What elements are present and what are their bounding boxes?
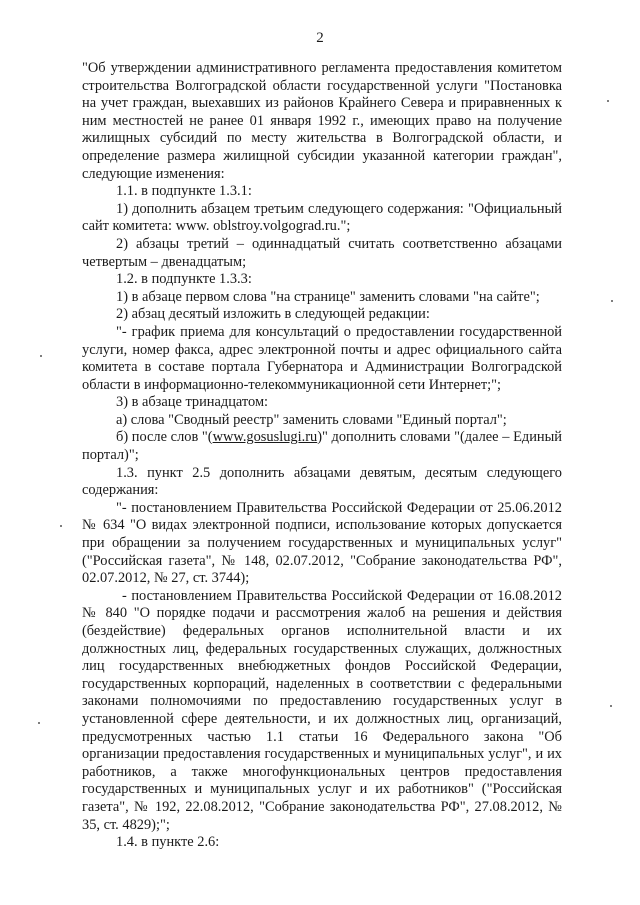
page-number: 2 [316,30,324,46]
paragraph-1-2-item-3-a: а) слова "Сводный реестр" заменить словами "Единый портал"; [116,411,507,428]
paragraph-preamble: "Об утверждении административного регламента предоставления комитетом строительства Волгоградской области государственной услуги "Постановка на учет граждан, выехавших из районов Крайнего Севера и приравненных к ним местностей не ранее 01 января 1992 г., имеющих право на получение жилищных субсидий по месту жительства в Волгоградской области, и определение размера жилищной субсидии указанной категории граждан", следующие изменения: [82,60,562,182]
document-body [82,60,562,852]
scan-speck [40,355,42,357]
text-before-link: б) после слов "( [116,429,213,446]
scan-speck [38,722,40,724]
paragraph-1-2: 1.2. в подпункте 1.3.3: [116,271,252,288]
paragraph-1-2-item-2-quote: "- график приема для консультаций о предоставлении государственной услуги, номер факса, адрес электронной почты и адрес официального сайта комитета в составе портала Губернатора и Администрации Волгоградской области в информационно-телекоммуникационной сети Интернет;"; [82,323,562,393]
scan-speck [610,705,612,707]
paragraph-1-1-item-1: 1) дополнить абзацем третьим следующего содержания: "Официальный сайт комитета: www. oblstroy.volgograd.ru."; [82,200,562,235]
gosuslugi-link[interactable]: www.gosuslugi.ru [212,429,318,446]
paragraph-1-2-item-3: 3) в абзаце тринадцатом: [116,394,269,411]
paragraph-1-3-item-2: - постановлением Правительства Российской Федерации от 16.08.2012 № 840 "О порядке подачи и рассмотрения жалоб на решения и действия (бездействие) федеральных органов исполнительной власти и их должностных лиц, федеральных государственных служащих, должностных лиц государственных внебюджетных фондов Российской Федерации, государственных корпораций, наделенных в соответствии с федеральными законами полномочиями по предоставлению государственных услуг в установленной сфере деятельности, и их должностных лиц, организаций, предусмотренных частью 1.1 статьи 16 Федерального закона "Об организации предоставления государственных и муниципальных услуг", и их работников, а также многофункциональных центров предоставления государственных и муниципальных услуг и их работников" ("Российская газета", № 192, 22.08.2012, "Собрание законодательства РФ", 27.08.2012, № 35, ст. 4829);"; [82,587,562,833]
paragraph-1-1-item-2: 2) абзацы третий – одиннадцатый считать соответственно абзацами четвертым – двенадцатым; [82,235,562,270]
text-after-link: )" дополнить словами "(далее – Единый портал)"; [82,429,562,464]
paragraph-1-2-item-3-b [82,429,562,464]
scan-speck [60,525,62,527]
paragraph-1-3: 1.3. пункт 2.5 дополнить абзацами девятым, десятым следующего содержания: [82,464,562,499]
paragraph-1-2-item-2: 2) абзац десятый изложить в следующей редакции: [116,306,430,323]
paragraph-1-2-item-1: 1) в абзаце первом слова "на странице" заменить словами "на сайте"; [116,288,540,305]
scan-speck [607,100,609,102]
paragraph-1-1: 1.1. в подпункте 1.3.1: [116,183,252,200]
scan-speck [611,300,613,302]
paragraph-1-4: 1.4. в пункте 2.6: [116,834,220,851]
paragraph-1-3-item-1: "- постановлением Правительства Российской Федерации от 25.06.2012 № 634 "О видах электронной подписи, использование которых допускается при обращении за получением государственных и муниципальных услуг" ("Российская газета", № 148, 02.07.2012, "Собрание законодательства РФ", 02.07.2012, № 27, ст. 3744); [82,499,562,587]
